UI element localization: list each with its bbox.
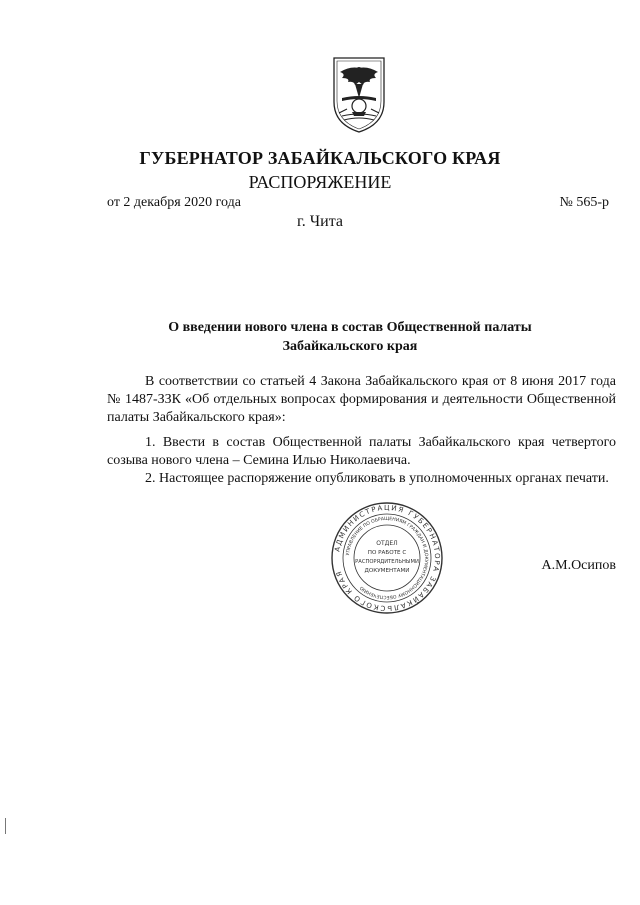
coat-of-arms-icon bbox=[328, 54, 390, 134]
issuing-authority-title: ГУБЕРНАТОР ЗАБАЙКАЛЬСКОГО КРАЯ bbox=[139, 148, 501, 168]
document-body bbox=[107, 373, 616, 488]
official-stamp bbox=[330, 501, 444, 615]
item-2-paragraph: 2. Настоящее распоряжение опубликовать в уполномоченных органах печати. bbox=[145, 471, 609, 486]
signatory-name: А.М.Осипов bbox=[541, 558, 616, 573]
document-type-title: РАСПОРЯЖЕНИЕ bbox=[248, 172, 392, 192]
document-city: г. Чита bbox=[296, 213, 343, 230]
document-number: № 565-р bbox=[559, 195, 609, 210]
stamp-center-line-1: ОТДЕЛ bbox=[376, 540, 398, 547]
preamble-paragraph: В соответствии со статьей 4 Закона Забайкальского края от 8 июня 2017 года № 1487-ЗЗК «Об отдельных вопросах формирования и деятельности Общественной палаты Забайкальского края»: bbox=[107, 374, 616, 425]
stamp-center-line-2: ПО РАБОТЕ С bbox=[367, 550, 407, 556]
svg-text:УПРАВЛЕНИЕ ПО ОБРАЩЕНИЯМ ГРАЖД bbox=[345, 516, 429, 600]
document-subject bbox=[140, 318, 560, 356]
stamp-center-line-4: ДОКУМЕНТАМИ bbox=[364, 568, 410, 574]
stamp-inner-ring-text: УПРАВЛЕНИЕ ПО ОБРАЩЕНИЯМ ГРАЖДАН И ДОКУМЕНТАЦИОННОМУ ОБЕСПЕЧЕНИЮ bbox=[346, 516, 429, 600]
item-1-paragraph: 1. Ввести в состав Общественной палаты Забайкальского края четвертого созыва нового члена – Семина Илью Николаевича. bbox=[107, 435, 616, 468]
subject-line-2: Забайкальского края bbox=[282, 339, 418, 354]
document-date: от 2 декабря 2020 года bbox=[107, 195, 241, 210]
stamp-outer-ring-text: АДМИНИСТРАЦИЯ ГУБЕРНАТОРА ЗАБАЙКАЛЬСКОГО КРАЯ bbox=[333, 503, 442, 613]
margin-mark bbox=[5, 818, 6, 834]
stamp-center-line-3: РАСПОРЯДИТЕЛЬНЫМИ bbox=[355, 559, 419, 565]
subject-line-1: О введении нового члена в состав Общественной палаты bbox=[168, 320, 532, 335]
